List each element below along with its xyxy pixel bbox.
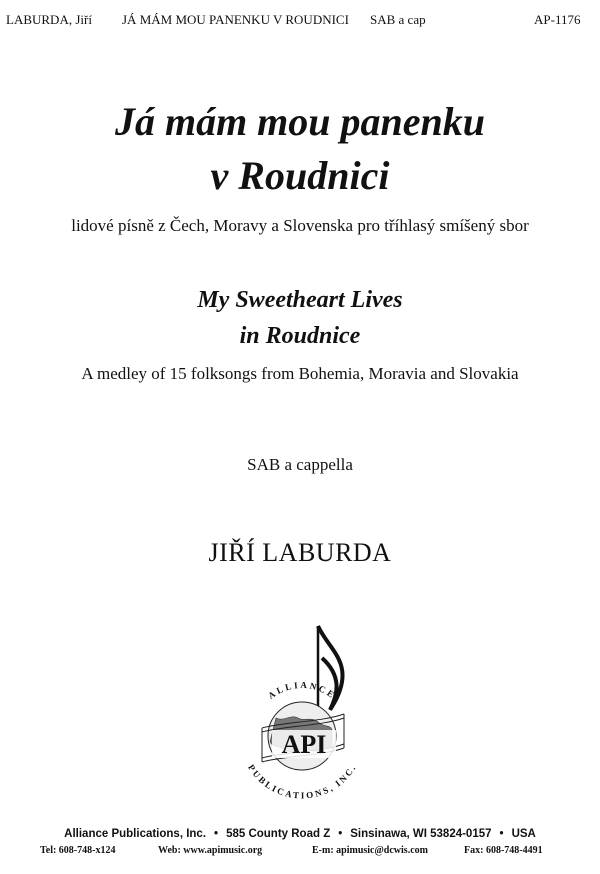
footer-address-line (0, 828, 600, 840)
composer-name: JIŘÍ LABURDA (208, 538, 392, 567)
header-title: JÁ MÁM MOU PANENKU V ROUDNICI (122, 12, 349, 27)
header-catalog-number: AP-1176 (534, 12, 581, 27)
logo-initials: API (281, 730, 327, 759)
footer-country: USA (511, 828, 536, 840)
publisher-logo (232, 618, 372, 800)
footer-separator: • (499, 828, 504, 840)
footer-web-link[interactable]: Web: www.apimusic.org (158, 845, 263, 856)
title-english-line-2: in Roudnice (239, 323, 361, 349)
voicing-label: SAB a cappella (247, 455, 353, 474)
subtitle-english: A medley of 15 folksongs from Bohemia, Moravia and Slovakia (81, 364, 519, 383)
footer-separator: • (214, 828, 219, 840)
footer-tel: Tel: 608-748-x124 (40, 845, 116, 856)
svg-text:ALLIANCE (266, 680, 338, 701)
footer-email-link[interactable]: E-m: apimusic@dcwis.com (312, 845, 428, 856)
subtitle-czech: lidové písně z Čech, Moravy a Slovenska pro tříhlasý smíšený sbor (71, 216, 529, 235)
title-czech-line-1: Já mám mou panenku (114, 99, 486, 144)
footer-separator: • (338, 828, 343, 840)
footer-address: 585 County Road Z (226, 828, 331, 840)
logo-ring-top-text: ALLIANCE (266, 679, 338, 701)
logo-ring-bottom-text: PUBLICATIONS, INC. (246, 762, 358, 800)
footer-publisher: Alliance Publications, Inc. (64, 828, 207, 840)
title-czech-line-2: v Roudnici (210, 153, 390, 198)
footer-city: Sinsinawa, WI 53824-0157 (350, 828, 492, 840)
title-english-line-1: My Sweetheart Lives (197, 287, 403, 313)
header-composer: LABURDA, Jiří (6, 12, 92, 27)
header-voicing: SAB a cap (370, 12, 426, 27)
footer-contact-line (0, 845, 600, 859)
footer-fax: Fax: 608-748-4491 (464, 845, 543, 856)
